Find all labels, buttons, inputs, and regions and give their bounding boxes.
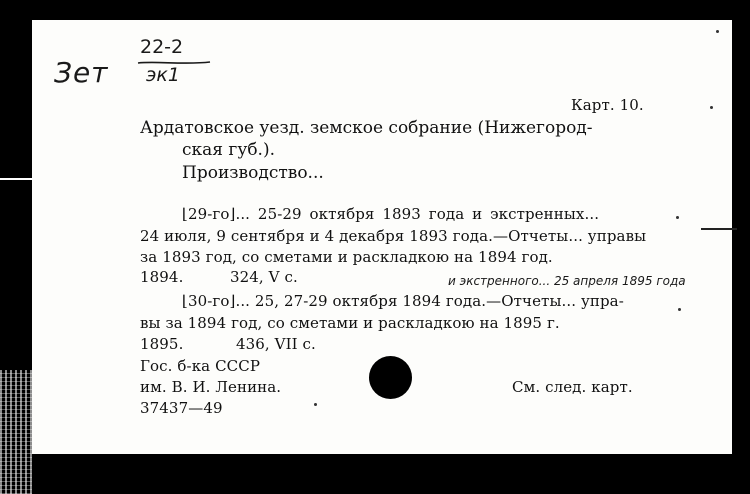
card-heading-line2: ская губ.). xyxy=(182,140,275,160)
inventory-number: 37437—49 xyxy=(140,399,223,417)
scan-noise xyxy=(0,370,32,494)
catalog-card xyxy=(32,20,732,454)
scan-speck xyxy=(676,216,679,219)
entry2-pages: 436, VII с. xyxy=(236,335,316,353)
library-line2: им. В. И. Ленина. xyxy=(140,378,282,396)
library-line1: Гос. б-ка СССР xyxy=(140,357,261,375)
entry1-line2: 24 июля, 9 сентября и 4 декабря 1893 года.—Отчеты... управы xyxy=(140,227,647,245)
card-heading-line1: Ардатовское уезд. земское собрание (Нижегород- xyxy=(140,118,593,138)
handwritten-insertion: и экстренного... 25 апреля 1895 года xyxy=(448,274,686,288)
entry1-line3: за 1893 год, со сметами и раскладкою на 1894 год. xyxy=(140,248,553,266)
entry2-year: 1895. xyxy=(140,335,184,353)
scan-speck xyxy=(710,106,713,109)
entry1-year: 1894. xyxy=(140,268,184,286)
card-number: Карт. 10. xyxy=(571,96,644,114)
handwritten-code: Зет xyxy=(54,56,109,89)
handwritten-fraction-bottom: эк1 xyxy=(146,64,180,86)
scan-speck xyxy=(678,308,681,311)
scan-speck xyxy=(716,30,719,33)
entry1-pages: 324, V с. xyxy=(230,268,298,286)
handwritten-fraction-top: 22-2 xyxy=(140,36,184,58)
punch-hole xyxy=(369,356,412,399)
handwritten-underline xyxy=(701,228,737,230)
scan-speck xyxy=(314,403,317,406)
entry1-line1: ⌊29-го⌋... 25-29 октября 1893 года и экстренных... xyxy=(182,205,600,223)
see-next-card: См. след. карт. xyxy=(512,378,633,396)
entry2-line1: ⌊30-го⌋... 25, 27-29 октября 1894 года.—Отчеты... упра- xyxy=(182,292,624,310)
card-subheading: Производство... xyxy=(182,163,324,183)
scan-artifact-line xyxy=(0,178,32,180)
entry2-line2: вы за 1894 год, со сметами и раскладкою на 1895 г. xyxy=(140,314,560,332)
